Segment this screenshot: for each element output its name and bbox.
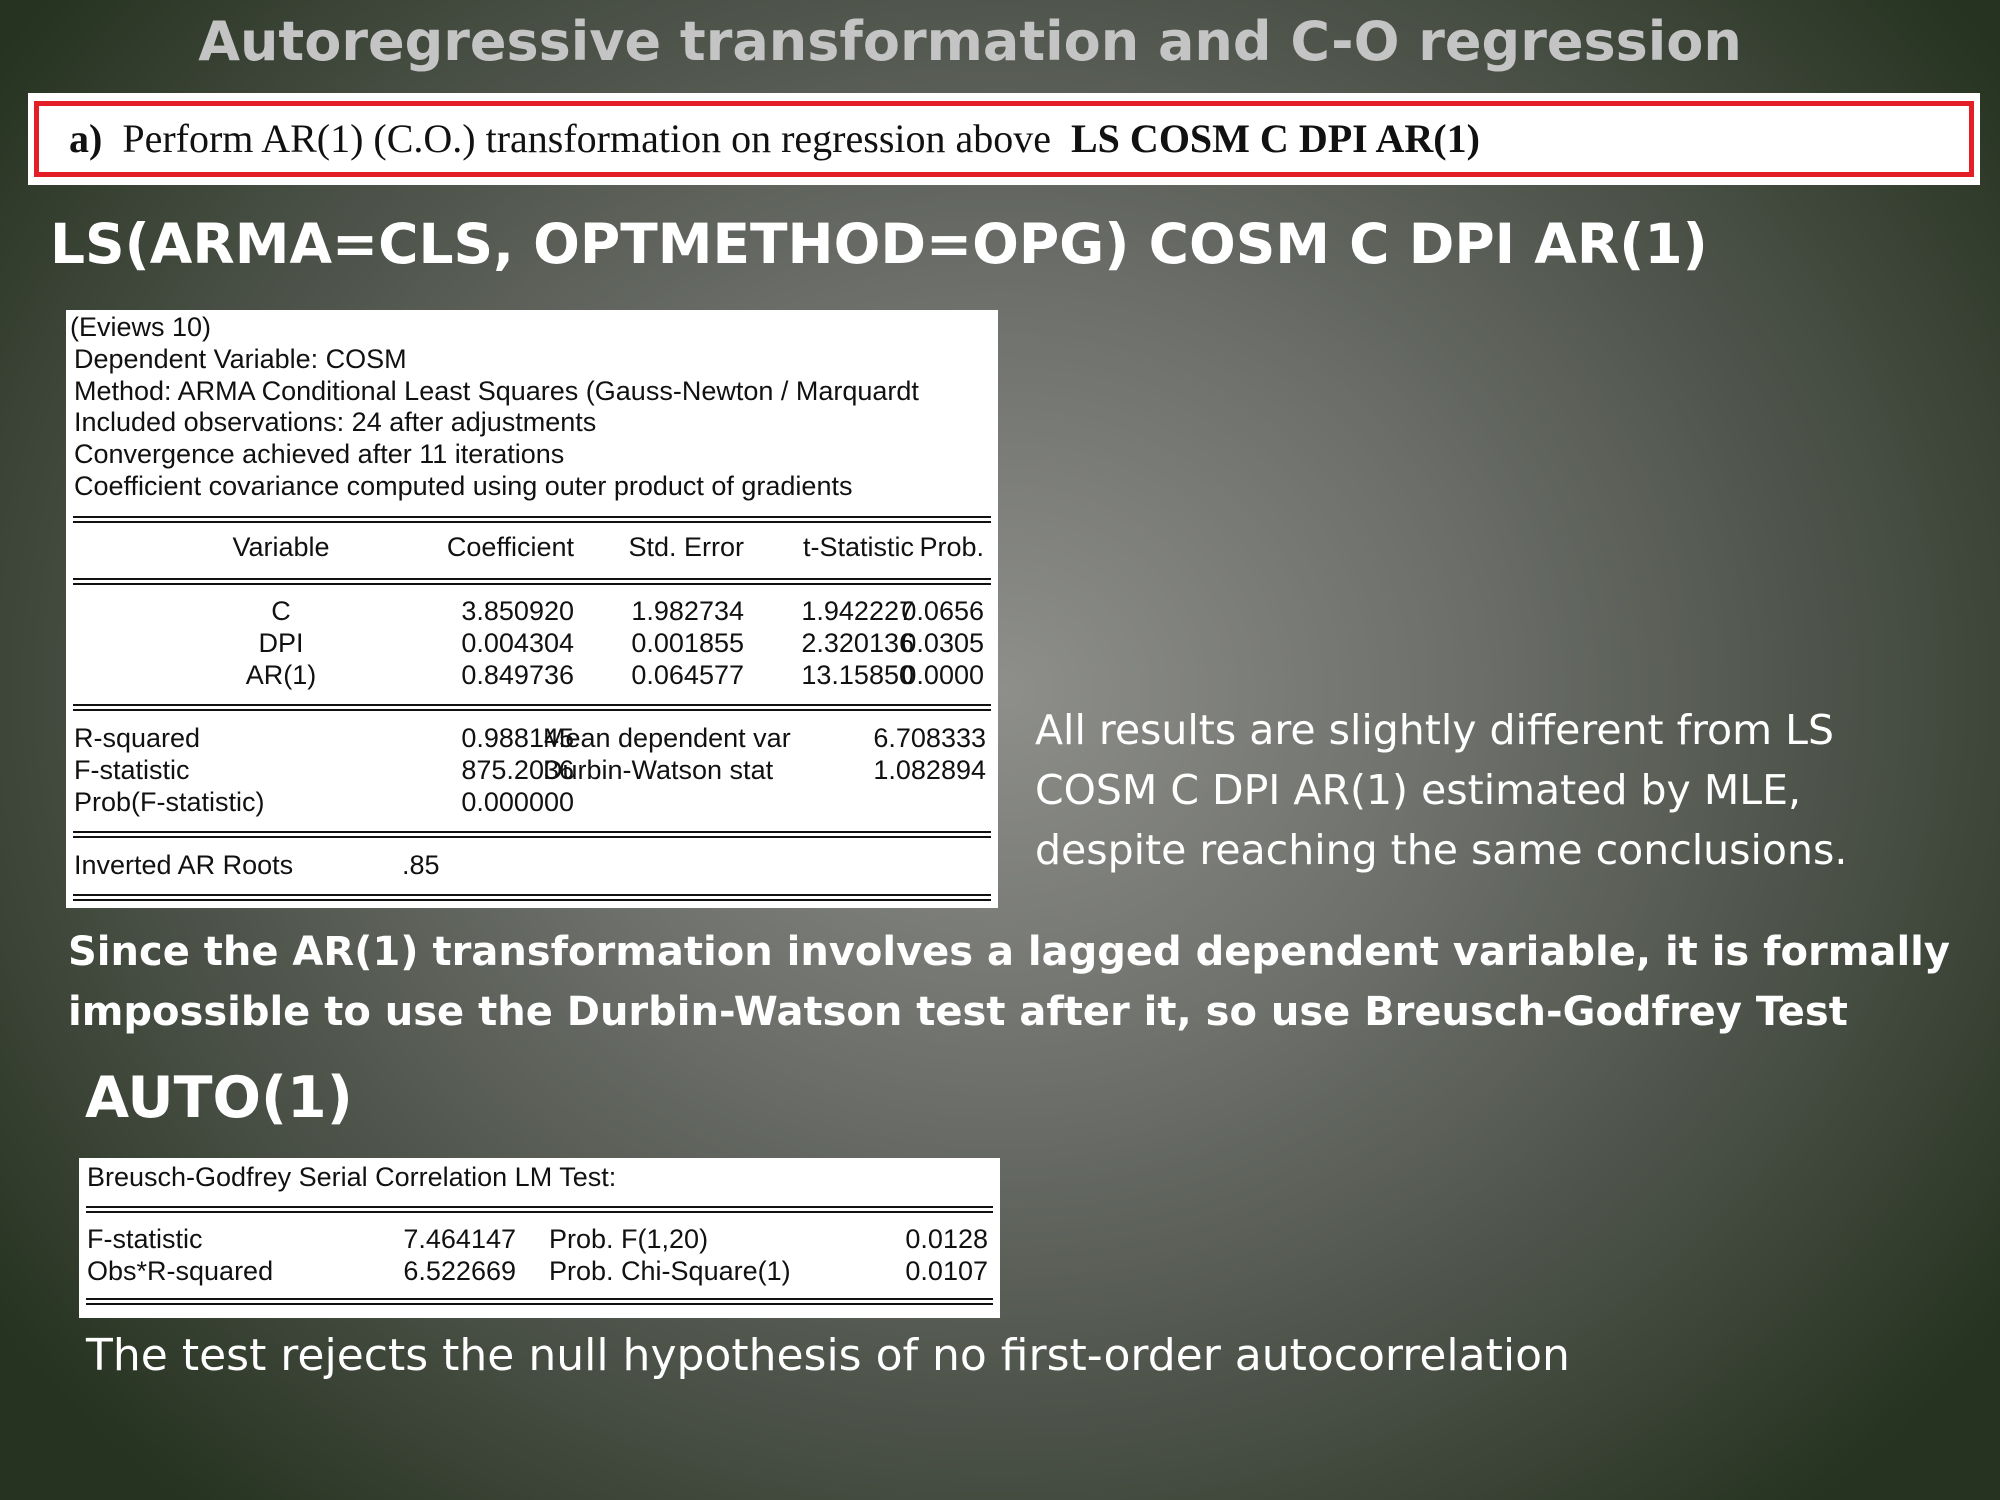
table-divider <box>73 894 991 901</box>
task-highlight <box>34 101 1974 177</box>
eviews-header-line: Dependent Variable: COSM <box>74 344 407 374</box>
table-cell: 0.001855 <box>631 628 744 658</box>
table-divider <box>86 1206 993 1213</box>
roots-label: Inverted AR Roots <box>74 850 294 880</box>
command-line: LS(ARMA=CLS, OPTMETHOD=OPG) COSM C DPI AR(1) <box>50 212 1708 276</box>
table-cell: 1.942227 <box>801 596 914 626</box>
eviews-header-line: Included observations: 24 after adjustments <box>74 407 597 437</box>
bg-prob-label: Prob. Chi-Square(1) <box>549 1256 791 1286</box>
side-note: All results are slightly different from LS COSM C DPI AR(1) estimated by MLE, despite reaching the same conclusions. <box>1035 706 1848 874</box>
stat-value: 0.000000 <box>461 787 574 817</box>
task-text: Perform AR(1) (C.O.) transformation on regression above <box>122 116 1051 161</box>
table-cell: 0.064577 <box>631 660 744 690</box>
eviews-header-line: Method: ARMA Conditional Least Squares (Gauss-Newton / Marquardt <box>74 376 919 406</box>
breusch-godfrey-table <box>79 1158 1000 1318</box>
eviews-header-line: Convergence achieved after 11 iterations <box>74 439 565 469</box>
table-divider <box>86 1298 993 1305</box>
stat-value: 6.708333 <box>873 723 986 753</box>
column-header-t-statistic: t-Statistic <box>802 532 914 562</box>
bg-stat-label: Obs*R-squared <box>87 1256 274 1286</box>
task-command: LS COSM C DPI AR(1) <box>1071 116 1480 161</box>
table-divider <box>73 578 991 585</box>
table-cell: AR(1) <box>245 660 317 690</box>
table-cell: 2.320136 <box>801 628 914 658</box>
stat-label: Prob(F-statistic) <box>74 787 265 817</box>
table-cell: C <box>271 596 291 626</box>
task-box <box>28 93 1980 185</box>
bg-stat-value: 7.464147 <box>403 1224 516 1254</box>
stat-label: F-statistic <box>74 755 190 785</box>
column-header-std-error: Std. Error <box>628 532 744 562</box>
task-label: a) <box>69 116 103 161</box>
roots-value: .85 <box>402 850 440 880</box>
column-header-variable: Variable <box>232 532 330 562</box>
table-divider <box>73 704 991 711</box>
stat-label: Durbin-Watson stat <box>543 755 774 785</box>
slide-title: Autoregressive transformation and C-O regression <box>198 10 1742 73</box>
bg-test-title: Breusch-Godfrey Serial Correlation LM Test: <box>87 1162 617 1192</box>
eviews-header-line: (Eviews 10) <box>70 312 212 342</box>
column-header-prob: Prob. <box>919 532 984 562</box>
table-cell: 0.0305 <box>901 628 984 658</box>
bg-prob-value: 0.0128 <box>905 1224 988 1254</box>
bg-prob-label: Prob. F(1,20) <box>549 1224 709 1254</box>
eviews-output-table <box>66 310 998 908</box>
table-cell: 0.0656 <box>901 596 984 626</box>
bg-prob-value: 0.0107 <box>905 1256 988 1286</box>
since-note: Since the AR(1) transformation involves a lagged dependent variable, it is formally impossible to use the Durbin-Watson test after it, so use Breusch-Godfrey Test <box>68 929 1950 1035</box>
bg-stat-label: F-statistic <box>87 1224 203 1254</box>
table-cell: 0.0000 <box>901 660 984 690</box>
stat-label: Mean dependent var <box>543 723 791 753</box>
auto-label: AUTO(1) <box>85 1065 353 1131</box>
column-header-coefficient: Coefficient <box>446 532 574 562</box>
table-cell: 1.982734 <box>631 596 744 626</box>
table-cell: 0.004304 <box>461 628 574 658</box>
stat-value: 0.988145 <box>461 723 574 753</box>
eviews-header-line: Coefficient covariance computed using outer product of gradients <box>74 471 853 501</box>
table-cell: 3.850920 <box>461 596 574 626</box>
conclusion-text: The test rejects the null hypothesis of no first-order autocorrelation <box>86 1330 1570 1381</box>
stat-value: 875.2036 <box>461 755 574 785</box>
table-cell: 0.849736 <box>461 660 574 690</box>
table-cell: DPI <box>258 628 304 658</box>
bg-stat-value: 6.522669 <box>403 1256 516 1286</box>
table-cell: 13.15850 <box>801 660 914 690</box>
table-divider <box>73 516 991 523</box>
stat-value: 1.082894 <box>873 755 986 785</box>
table-divider <box>73 831 991 838</box>
stat-label: R-squared <box>74 723 201 753</box>
